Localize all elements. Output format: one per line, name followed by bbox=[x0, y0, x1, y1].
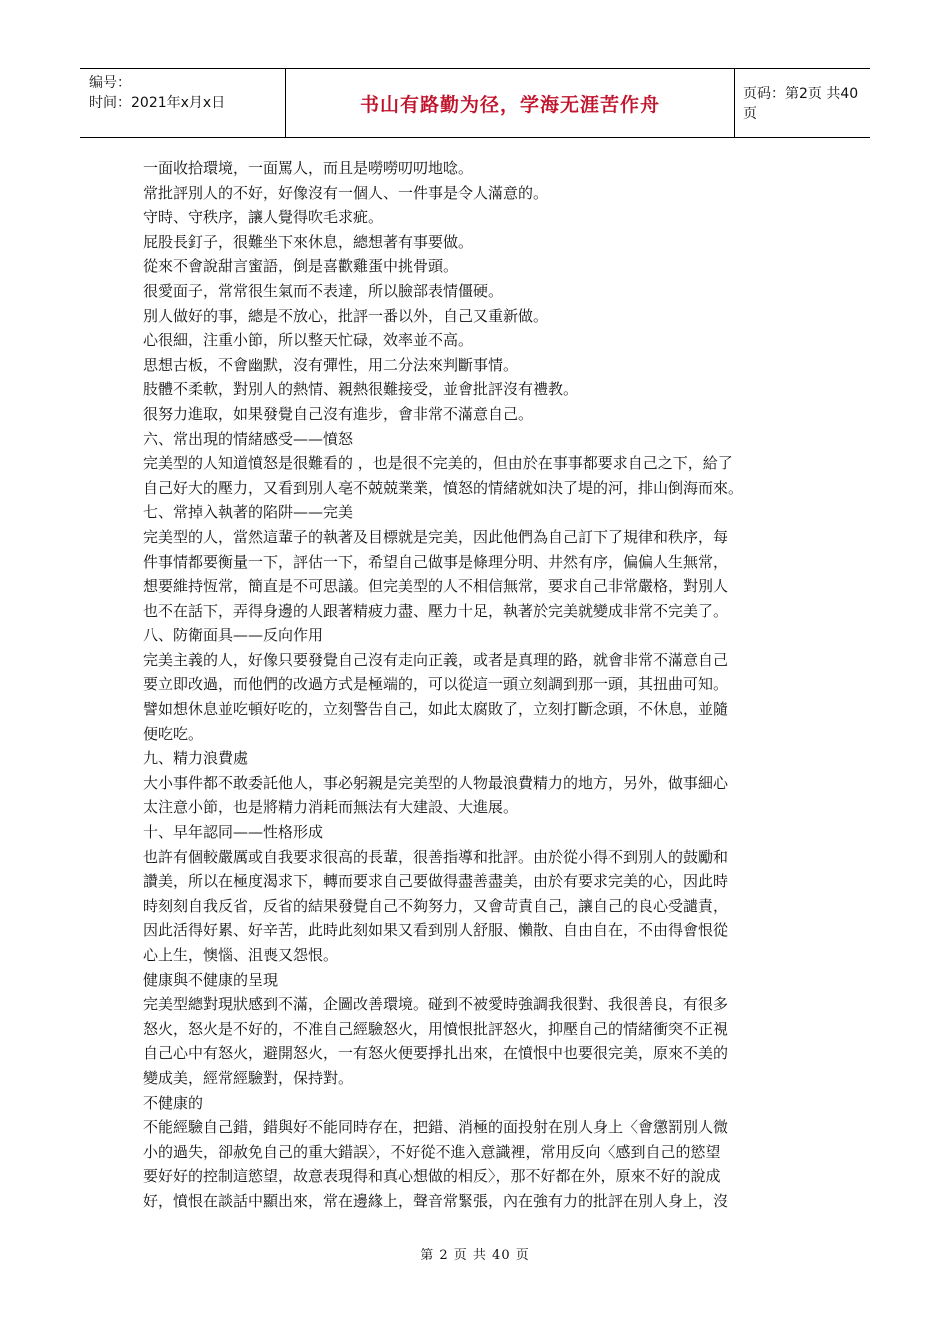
text-line: 也許有個較嚴厲或自我要求很高的長輩，很善指導和批評。由於從小得不到別人的鼓勵和 bbox=[143, 847, 729, 866]
header-page-info: 页码：第2页 共40页 bbox=[743, 86, 859, 122]
text-line: 完美型的人，當然這輩子的執著及目標就是完美，因此他們為自己訂下了規律和秩序，每 bbox=[143, 527, 729, 546]
text-line: 心上生，懊惱、沮喪又怨恨。 bbox=[143, 946, 339, 964]
text-line: 變成美，經常經驗對，保持對。 bbox=[143, 1068, 354, 1087]
text-line: 七、常掉入執著的陷阱——完美 bbox=[143, 503, 354, 522]
text-line: 也不在話下，弄得身邊的人跟著精疲力盡、壓力十足，執著於完美就變成非常不完美了。 bbox=[143, 601, 729, 620]
text-line: 譬如想休息並吃頓好吃的，立刻警告自己，如此太腐敗了，立刻打斷念頭，不休息，並隨 bbox=[143, 700, 729, 719]
text-line: 八、防衛面具——反向作用 bbox=[143, 626, 324, 645]
text-line: 心很細，注重小節，所以整天忙碌，效率並不高。 bbox=[143, 331, 474, 350]
text-line: 自己好大的壓力，又看到別人亳不兢兢業業，憤怒的情緒就如決了堤的河，排山倒海而來。 bbox=[143, 478, 744, 497]
text-line: 想要維持恆常，簡直是不可思議。但完美型的人不相信無常，要求自己非常嚴格，對別人 bbox=[143, 577, 729, 596]
page-header bbox=[80, 68, 870, 138]
text-line: 太注意小節，也是將精力消耗而無法有大建設、大進展。 bbox=[143, 798, 519, 817]
text-line: 肢體不柔軟，對別人的熱情、親熱很難接受，並會批評沒有禮教。 bbox=[143, 380, 579, 399]
document-time-label: 时间：2021年x月x日 bbox=[89, 95, 226, 111]
text-line: 屁股長釘子，很難坐下來休息，總想著有事要做。 bbox=[143, 232, 474, 251]
text-line: 因此活得好累、好辛苦，此時此刻如果又看到別人舒服、懶散、自由自在，不由得會恨從 bbox=[143, 921, 729, 940]
text-line: 六、常出現的情緒感受——憤怒 bbox=[143, 429, 354, 448]
text-line: 很愛面子，常常很生氣而不表達，所以臉部表情僵硬。 bbox=[143, 281, 504, 300]
text-line: 思想古板，不會幽默，沒有彈性，用二分法來判斷事情。 bbox=[143, 355, 519, 374]
text-line: 別人做好的事，總是不放心，批評一番以外，自己又重新做。 bbox=[143, 306, 549, 325]
text-line: 常批評別人的不好，好像沒有一個人、一件事是令人滿意的。 bbox=[143, 183, 549, 202]
text-line: 要好好的控制這慾望，故意表現得和真心想做的相反〉，那不好都在外，原來不好的說成 bbox=[143, 1167, 721, 1186]
text-line: 健康與不健康的呈現 bbox=[143, 970, 279, 989]
text-line: 十、早年認同——性格形成 bbox=[143, 823, 324, 842]
page-footer: 第 2 页 共 40 页 bbox=[420, 1248, 530, 1263]
header-motto-cell bbox=[285, 69, 735, 137]
header-meta bbox=[80, 69, 285, 137]
header-page-info-cell bbox=[735, 69, 870, 137]
text-line: 好，憤恨在談話中顯出來，常在邊緣上，聲音常緊張，內在強有力的批評在別人身上，沒 bbox=[143, 1191, 729, 1210]
text-line: 從來不會說甜言蜜語，倒是喜歡雞蛋中挑骨頭。 bbox=[143, 257, 459, 276]
header-motto: 书山有路勤为径，学海无涯苦作舟 bbox=[359, 93, 660, 116]
text-line: 九、精力浪費處 bbox=[143, 749, 249, 768]
text-line: 時刻刻自我反省，反省的結果發覺自己不夠努力，又會苛責自己，讓自己的良心受譴責， bbox=[143, 896, 729, 915]
document-number-label: 编号： bbox=[89, 75, 131, 91]
text-line: 便吃吃。 bbox=[143, 724, 204, 743]
text-line: 守時、守秩序，讓人覺得吹毛求疵。 bbox=[143, 208, 384, 227]
text-line: 不健康的 bbox=[143, 1093, 204, 1112]
text-line: 完美型總對現狀感到不滿，企圖改善環境。碰到不被愛時強調我很對、我很善良，有很多 bbox=[143, 995, 729, 1014]
body-text bbox=[143, 156, 811, 1214]
text-line: 件事情都要衡量一下，評估一下，希望自己做事是條理分明、井然有序，偏偏人生無常， bbox=[143, 552, 729, 571]
text-line: 要立即改過，而他們的改過方式是極端的，可以從這一頭立刻調到那一頭，其扭曲可知。 bbox=[143, 675, 729, 694]
text-line: 一面收拾環境，一面罵人，而且是嘮嘮叨叨地唸。 bbox=[143, 159, 474, 177]
text-line: 很努力進取，如果發覺自己沒有進步，會非常不滿意自己。 bbox=[143, 404, 534, 423]
text-line: 小的過失，卻赦免自己的重大錯誤〉，不好從不進入意識裡，常用反向〈感到自己的慾望 bbox=[143, 1142, 721, 1161]
text-line: 大小事件都不敢委託他人，事必躬親是完美型的人物最浪費精力的地方，另外，做事細心 bbox=[143, 773, 729, 792]
text-line: 完美主義的人，好像只要發覺自己沒有走向正義，或者是真理的路，就會非常不滿意自己 bbox=[143, 650, 729, 669]
text-line: 自己心中有怒火，避開怒火，一有怒火便要掙扎出來，在憤恨中也要很完美，原來不美的 bbox=[143, 1044, 729, 1063]
text-line: 怒火，怒火是不好的，不准自己經驗怒火，用憤恨批評怒火，抑壓自己的情緒衝突不正視 bbox=[143, 1019, 729, 1038]
text-line: 不能經驗自己錯，錯與好不能同時存在，把錯、消極的面投射在別人身上〈會懲罰別人微 bbox=[143, 1118, 729, 1137]
text-line: 完美型的人知道憤怒是很難看的 ，也是很不完美的，但由於在事事都要求自己之下，給了 bbox=[143, 454, 733, 473]
text-line: 讚美，所以在極度渴求下，轉而要求自己要做得盡善盡美，由於有要求完美的心，因此時 bbox=[143, 872, 729, 891]
